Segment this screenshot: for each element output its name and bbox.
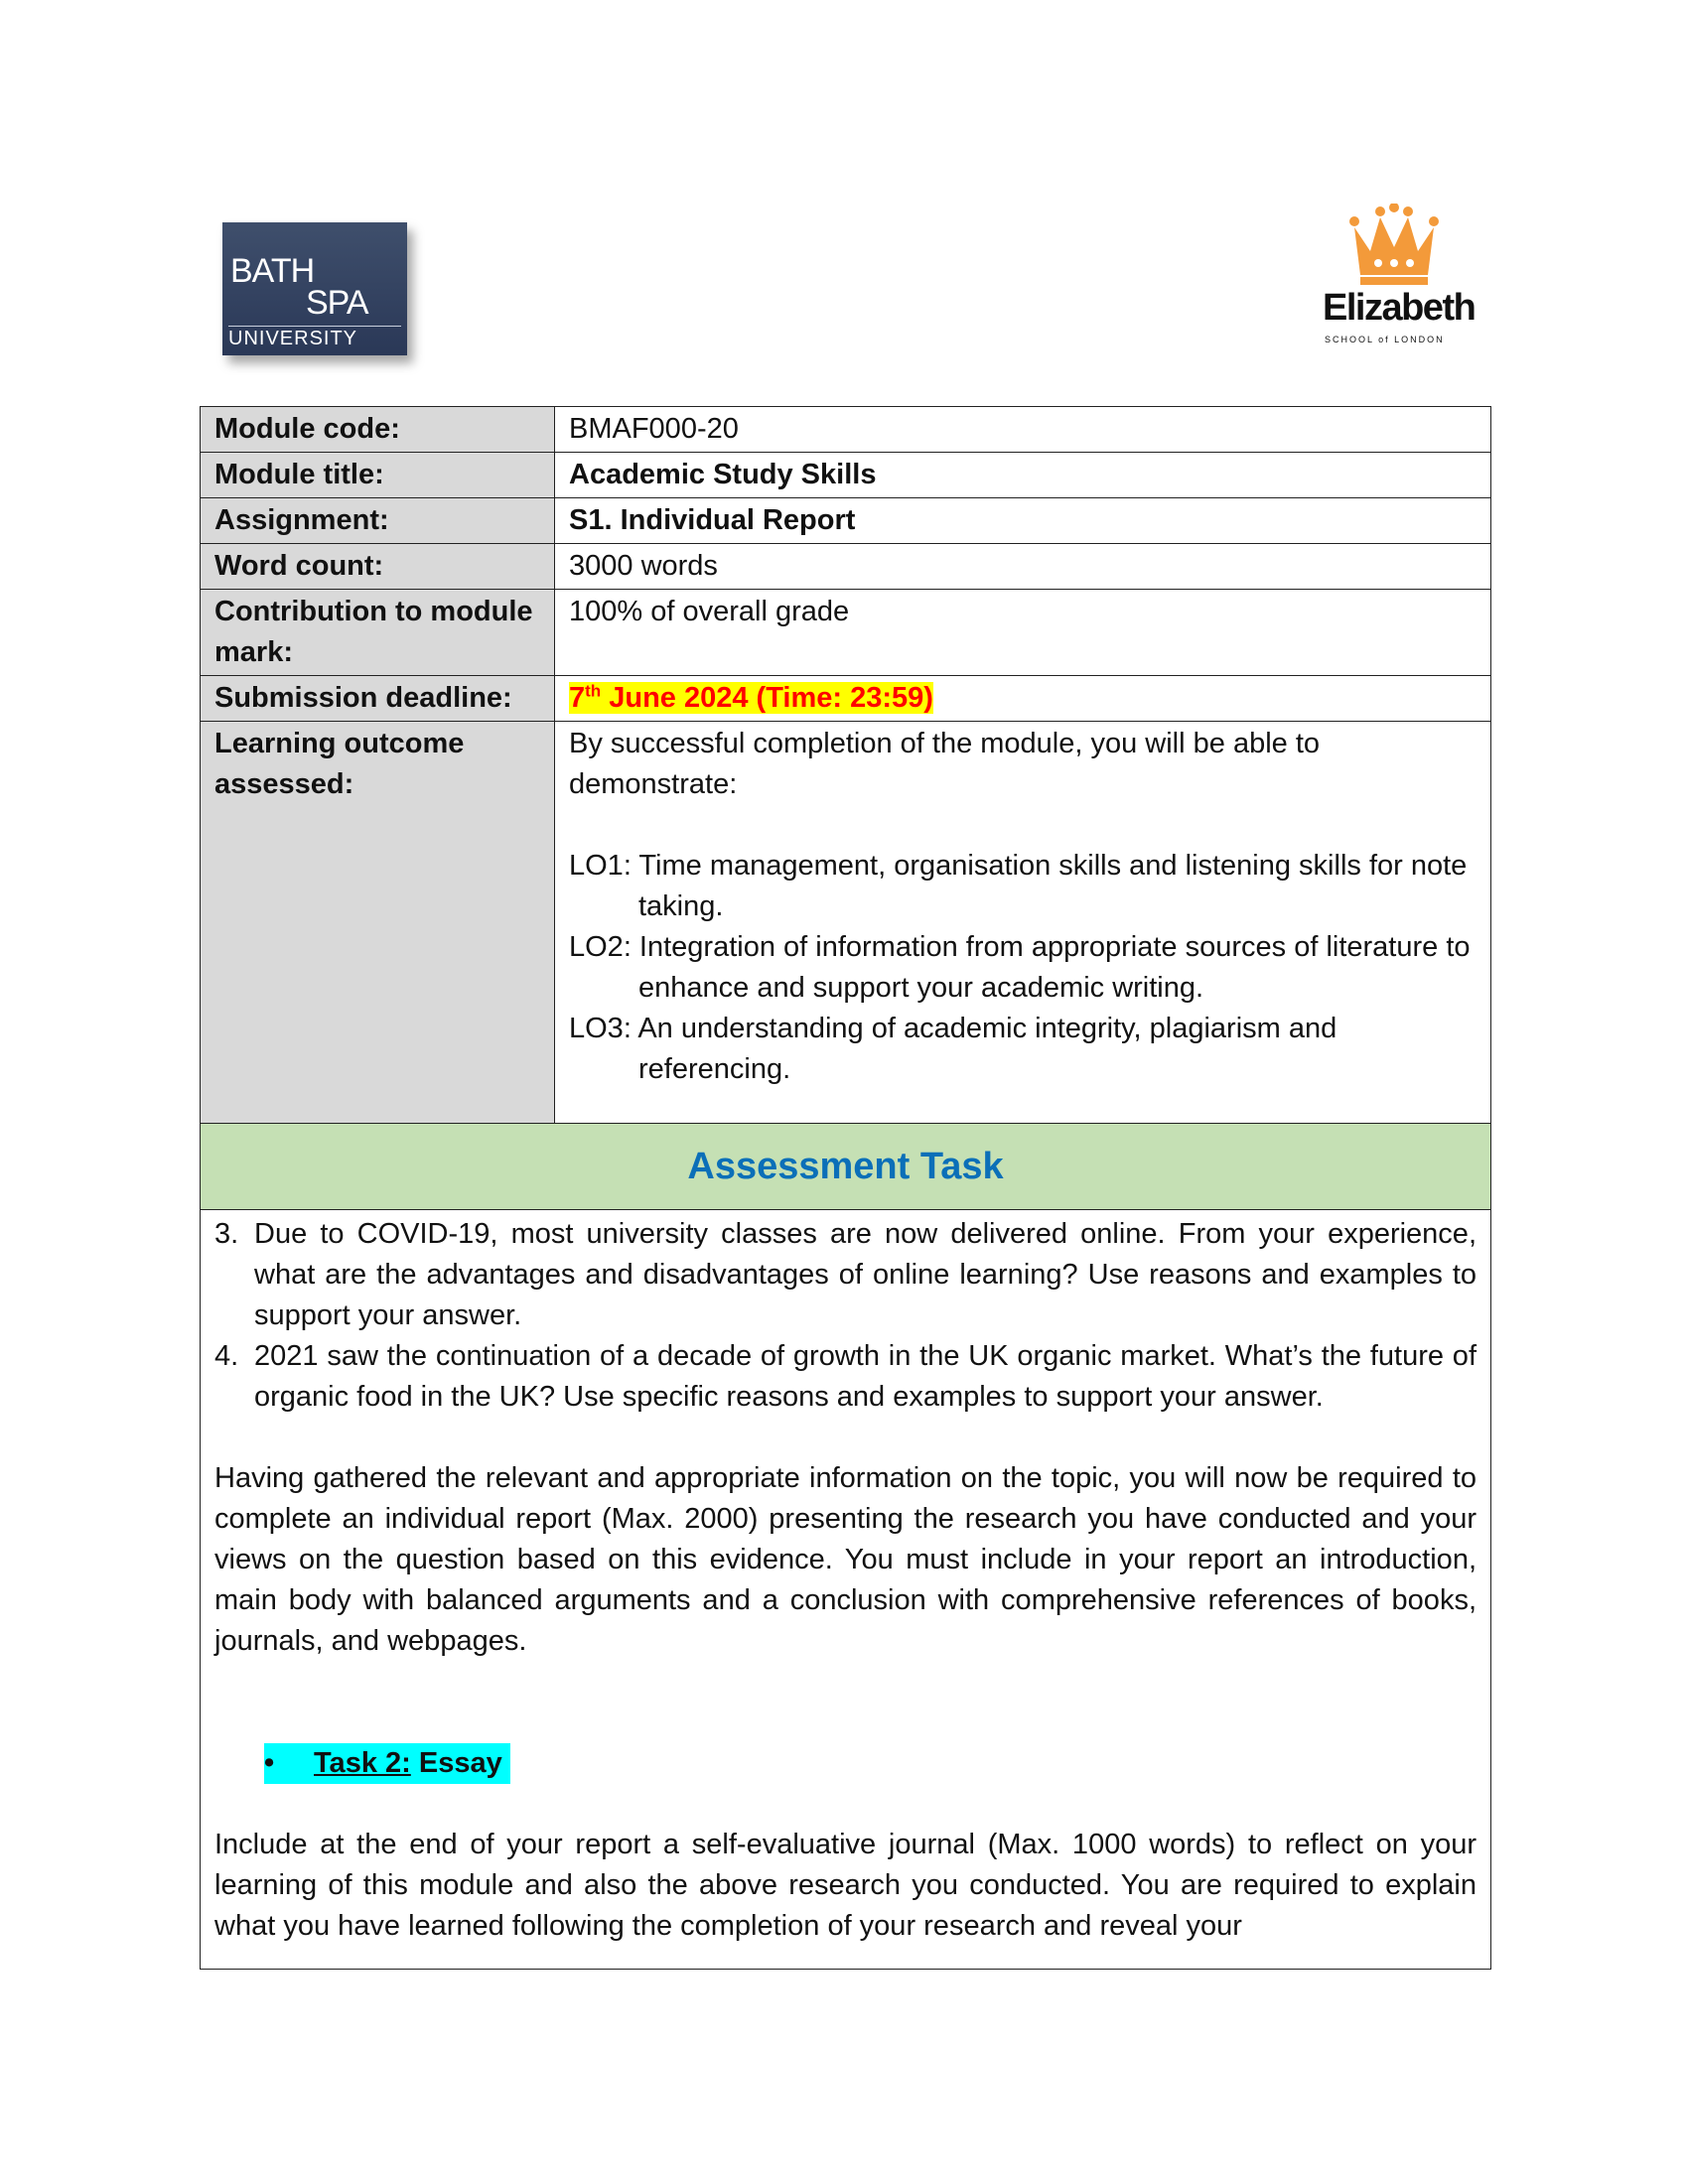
bath-spa-logo bbox=[222, 222, 407, 355]
logo-subtitle: SCHOOL of LONDON bbox=[1325, 335, 1445, 344]
spacer bbox=[214, 1418, 1477, 1458]
learning-outcome-item: LO1: Time management, organisation skills and listening skills for note taking. bbox=[569, 850, 1468, 922]
assessment-task-cell bbox=[201, 1210, 1491, 1970]
logo-text-line2: SPA bbox=[306, 284, 368, 322]
row-value: S1. Individual Report bbox=[555, 498, 1491, 544]
row-label: Module title: bbox=[201, 453, 555, 498]
logo-text-line3: UNIVERSITY bbox=[228, 328, 358, 349]
question-item bbox=[214, 1336, 1477, 1418]
question-item bbox=[214, 1214, 1477, 1336]
row-value: 100% of overall grade bbox=[555, 590, 1491, 676]
deadline-highlight bbox=[569, 682, 933, 714]
learning-outcomes-intro: By successful completion of the module, you will be able to demonstrate: bbox=[569, 728, 1321, 800]
row-label: Contribution to module mark: bbox=[201, 590, 555, 676]
task-row bbox=[201, 1210, 1491, 1970]
table-row bbox=[201, 453, 1491, 498]
assignment-table bbox=[200, 406, 1491, 1970]
table-row bbox=[201, 407, 1491, 453]
deadline-rest: June 2024 (Time: 23:59) bbox=[601, 682, 933, 714]
deadline-day: 7 bbox=[569, 682, 586, 714]
logo-text-line1: BATH bbox=[230, 252, 315, 290]
row-label: Word count: bbox=[201, 544, 555, 590]
table-row bbox=[201, 676, 1491, 722]
question-number: 3. bbox=[214, 1218, 239, 1250]
deadline-suffix: th bbox=[585, 681, 602, 701]
logo-rule bbox=[228, 326, 401, 327]
section-heading: Assessment Task bbox=[201, 1124, 1491, 1210]
deadline-value bbox=[555, 676, 1491, 722]
table-row bbox=[201, 590, 1491, 676]
task2-heading bbox=[264, 1743, 510, 1784]
table-row bbox=[201, 498, 1491, 544]
crown-icon bbox=[1348, 204, 1440, 287]
logo-name: Elizabeth bbox=[1323, 287, 1476, 329]
spacer bbox=[569, 805, 1477, 846]
row-value: BMAF000-20 bbox=[555, 407, 1491, 453]
row-label: Assignment: bbox=[201, 498, 555, 544]
learning-outcome-item: LO2: Integration of information from appropriate sources of literature to enhance and support your academic writing. bbox=[569, 931, 1471, 1004]
learning-outcome-item: LO3: An understanding of academic integrity, plagiarism and referencing. bbox=[569, 1013, 1337, 1085]
table-row bbox=[201, 722, 1491, 1124]
learning-outcomes-cell bbox=[555, 722, 1491, 1124]
task2-line bbox=[214, 1743, 1477, 1784]
row-value: 3000 words bbox=[555, 544, 1491, 590]
question-text: 2021 saw the continuation of a decade of growth in the UK organic market. What’s the future of organic food in the UK? Use specific reasons and examples to support your answer. bbox=[254, 1340, 1477, 1413]
row-value: Academic Study Skills bbox=[555, 453, 1491, 498]
task2-label: Task 2: bbox=[314, 1747, 411, 1779]
report-paragraph: Having gathered the relevant and appropriate information on the topic, you will now be required to complete an individual report (Max. 2000) presenting the research you have conducted and your views on the question based on this evidence. You must include in your report an introduction, main body with balanced arguments and a conclusion with comprehensive references of books, journals, and webpages. bbox=[214, 1462, 1477, 1657]
journal-paragraph: Include at the end of your report a self-evaluative journal (Max. 1000 words) to reflect on your learning of this module and also the above research you conducted. You are required to explain what you have learned following the completion of your research and reveal your bbox=[214, 1829, 1477, 1942]
question-number: 4. bbox=[214, 1340, 239, 1372]
question-text: Due to COVID-19, most university classes are now delivered online. From your experience, what are the advantages and disadvantages of online learning? Use reasons and examples to support your answer. bbox=[254, 1218, 1477, 1331]
row-label: Module code: bbox=[201, 407, 555, 453]
row-label: Submission deadline: bbox=[201, 676, 555, 722]
elizabeth-school-logo bbox=[1311, 204, 1476, 352]
spacer bbox=[214, 1662, 1477, 1743]
bullet-icon: • bbox=[264, 1747, 275, 1779]
row-label: Learning outcome assessed: bbox=[201, 722, 555, 1124]
task2-title: Essay bbox=[410, 1747, 502, 1779]
section-header-row bbox=[201, 1124, 1491, 1210]
table-row bbox=[201, 544, 1491, 590]
spacer bbox=[214, 1784, 1477, 1825]
